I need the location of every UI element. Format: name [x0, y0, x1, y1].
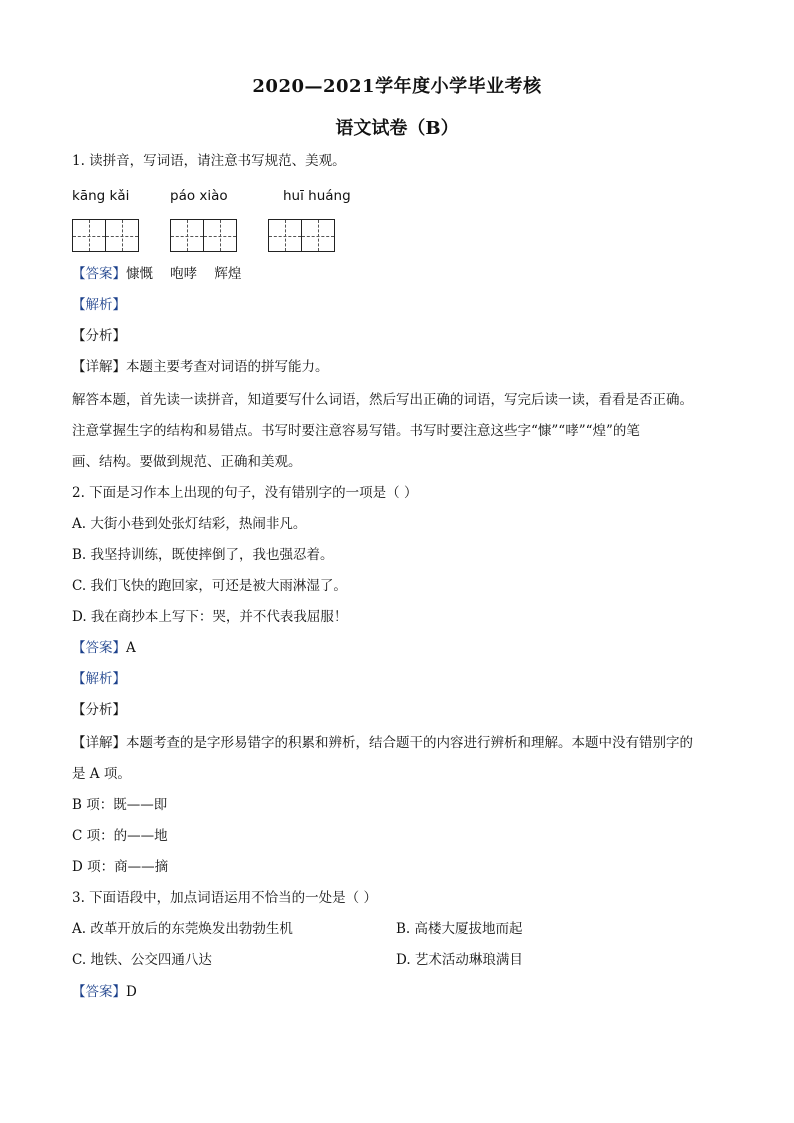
q1-analysis-tag: 【解析】	[72, 297, 126, 313]
grid-cell[interactable]	[268, 219, 302, 252]
q3-stem: 3. 下面语段中，加点词语运用不恰当的一处是（ ）	[72, 890, 377, 906]
q1-para2: 注意掌握生字的结构和易错点。书写时要注意容易写错。书写时要注意这些字“慷”“哮”“煌”的笔	[72, 423, 640, 439]
q3-option-a[interactable]: A. 改革开放后的东莞焕发出勃勃生机	[72, 921, 293, 937]
q1-para3: 画、结构。要做到规范、正确和美观。	[72, 454, 302, 470]
q3-option-d[interactable]: D. 艺术活动琳琅满目	[396, 952, 523, 968]
q2-answer	[72, 638, 722, 658]
q2-answer-text: A	[126, 640, 136, 656]
q1-answer-text: 慷慨 咆哮 辉煌	[126, 266, 242, 282]
q2-option-a[interactable]: A. 大街小巷到处张灯结彩，热闹非凡。	[72, 516, 307, 532]
detail-tag: 【详解】	[72, 359, 126, 375]
q2-fenxi-tag: 【分析】	[72, 702, 126, 718]
grid-cell[interactable]	[203, 219, 237, 252]
q1-writing-grid-2[interactable]	[170, 219, 237, 252]
q2-option-d[interactable]: D. 我在商抄本上写下：哭，并不代表我屈服！	[72, 609, 348, 625]
q2-stem: 2. 下面是习作本上出现的句子，没有错别字的一项是（ ）	[72, 485, 418, 501]
answer-tag: 【答案】	[72, 640, 126, 656]
detail-tag: 【详解】	[72, 735, 126, 751]
q1-answer	[72, 264, 722, 284]
q2-detail2: 是 A 项。	[72, 766, 131, 782]
q3-answer-text: D	[126, 984, 137, 1000]
grid-cell[interactable]	[72, 219, 106, 252]
page-title: 2020—2021学年度小学毕业考核	[252, 76, 542, 97]
q1-stem: 1. 读拼音，写词语，请注意书写规范、美观。	[72, 153, 346, 169]
q2-option-b[interactable]: B. 我坚持训练，既使摔倒了，我也强忍着。	[72, 547, 334, 563]
page-subtitle: 语文试卷（B）	[335, 118, 459, 139]
q2-detail-text: 本题考查的是字形易错字的积累和辨析，结合题干的内容进行辨析和理解。本题中没有错别字的	[126, 735, 693, 751]
q1-detail-text: 本题主要考查对词语的拼写能力。	[126, 359, 329, 375]
grid-cell[interactable]	[170, 219, 204, 252]
q1-writing-grid-1[interactable]	[72, 219, 139, 252]
q2-item-c: C 项：的——地	[72, 828, 168, 844]
q2-option-c[interactable]: C. 我们飞快的跑回家，可还是被大雨淋湿了。	[72, 578, 347, 594]
grid-cell[interactable]	[301, 219, 335, 252]
q1-detail	[72, 357, 722, 377]
q2-item-d: D 项：商——摘	[72, 859, 169, 875]
answer-tag: 【答案】	[72, 266, 126, 282]
q1-pinyin-3: huī huáng	[283, 188, 351, 204]
q2-item-b: B 项：既——即	[72, 797, 168, 813]
q2-analysis-tag: 【解析】	[72, 671, 126, 687]
q1-pinyin-2: páo xiào	[170, 188, 228, 204]
q3-option-c[interactable]: C. 地铁、公交四通八达	[72, 952, 212, 968]
q2-detail	[72, 733, 722, 753]
q3-answer	[72, 982, 722, 1002]
q1-writing-grid-3[interactable]	[268, 219, 335, 252]
q3-option-b[interactable]: B. 高楼大厦拔地而起	[396, 921, 523, 937]
q1-para1: 解答本题，首先读一读拼音，知道要写什么词语，然后写出正确的词语，写完后读一读，看看是否正确。	[72, 392, 693, 408]
grid-cell[interactable]	[105, 219, 139, 252]
q1-fenxi-tag: 【分析】	[72, 328, 126, 344]
q1-pinyin-1: kāng kǎi	[72, 188, 130, 204]
answer-tag: 【答案】	[72, 984, 126, 1000]
